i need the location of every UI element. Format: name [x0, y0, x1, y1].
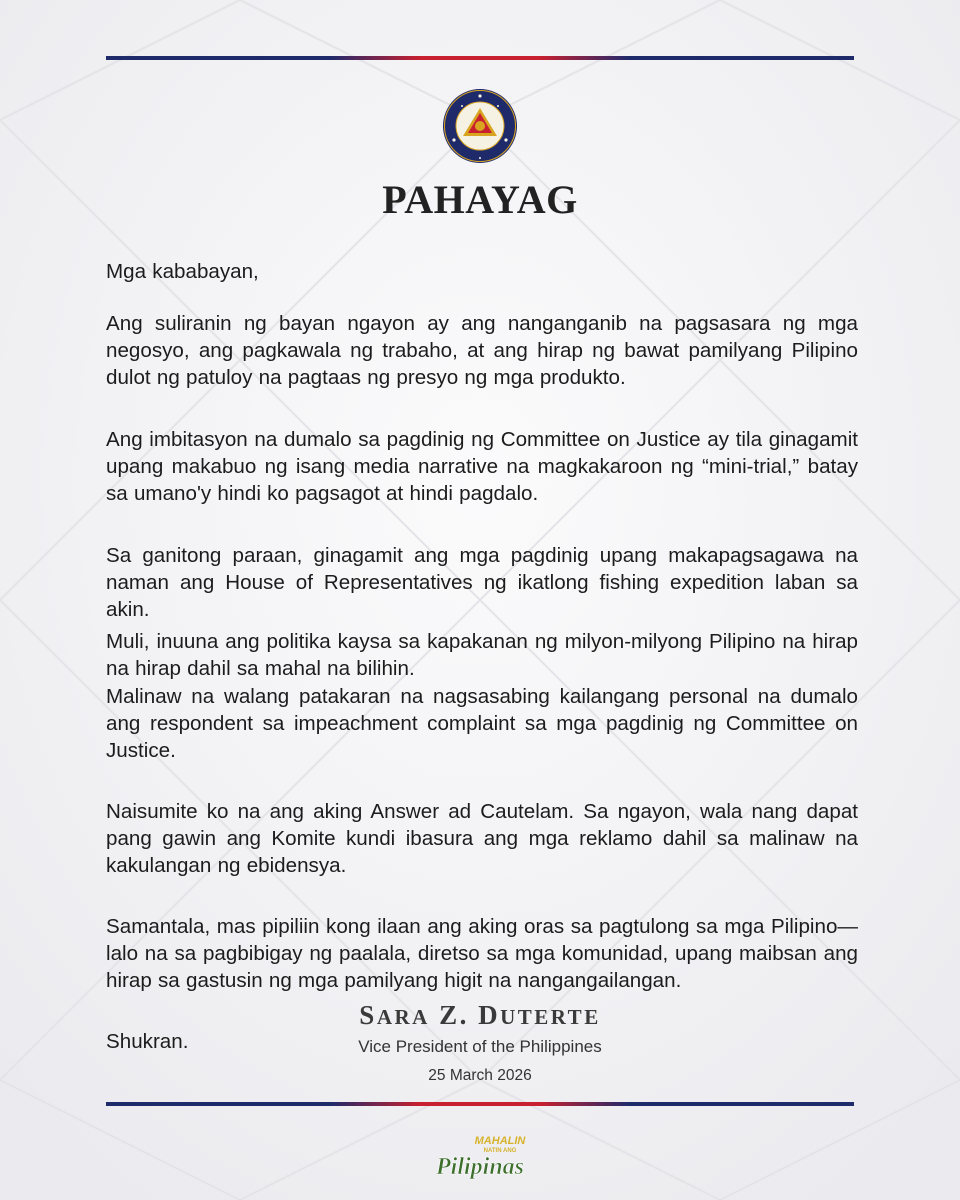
statement-date: 25 March 2026 — [428, 1067, 532, 1084]
document-title: PAHAYAG — [382, 177, 578, 222]
svg-text:NATIN ANG: NATIN ANG — [483, 1148, 517, 1154]
paragraph: Muli, inuuna ang politika kaysa sa kapakanan ng milyon-milyong Pilipino na hirap na hirap dahil sa mahal na bilihin. — [106, 630, 858, 680]
paragraph: Naisumite ko na ang aking Answer ad Cautelam. Sa ngayon, wala nang dapat pang gawin ang Komite kundi ibasura ang mga reklamo dahil sa malinaw na kakulangan ng ebidensya. — [106, 800, 858, 877]
paragraph: Sa ganitong paraan, ginagamit ang mga pagdinig upang makapagsagawa na naman ang House of Representatives ng ikatlong fishing expedition laban sa akin. — [106, 544, 858, 621]
svg-text:Pilipinas: Pilipinas — [435, 1154, 525, 1180]
footer-rule — [106, 1102, 854, 1106]
header-rule — [106, 56, 854, 60]
paragraph: Ang suliranin ng bayan ngayon ay ang nanganganib na pagsasara ng mga negosyo, ang pagkawala ng trabaho, at ang hirap ng bawat pamilyang Pilipino dulot ng patuloy na pagtaas ng presyo ng mga produkto. — [106, 312, 858, 389]
paragraph: Malinaw na walang patakaran na nagsasabing kailangang personal na dumalo ang respondent sa impeachment complaint sa mga pagdinig ng Committee on Justice. — [106, 685, 858, 762]
signatory-title: Vice President of the Philippines — [358, 1037, 602, 1056]
mahalin-pilipinas-logo — [434, 1132, 530, 1182]
paragraph: Samantala, mas pipiliin kong ilaan ang aking oras sa pagtulong sa mga Pilipino—lalo na sa pagbibigay ng paalala, diretso sa mga komunidad, upang maibsan ang hirap sa gastusin ng mga pamilyang higit na nangangailangan. — [106, 915, 858, 992]
greeting: Mga kababayan, — [106, 260, 259, 283]
svg-text:MAHALIN: MAHALIN — [474, 1135, 526, 1147]
closing: Shukran. — [106, 1030, 189, 1053]
paragraph: Ang imbitasyon na dumalo sa pagdinig ng Committee on Justice ay tila ginagamit upang makabuo ng isang media narrative na magkakaroon ng “mini-trial,” batay sa umano'y hindi ko pagsagot at hindi pagdalo. — [106, 428, 858, 505]
ovp-seal-icon — [442, 88, 518, 164]
signatory-name: SARA Z. DUTERTE — [359, 1000, 601, 1030]
signature-block — [0, 998, 960, 1088]
